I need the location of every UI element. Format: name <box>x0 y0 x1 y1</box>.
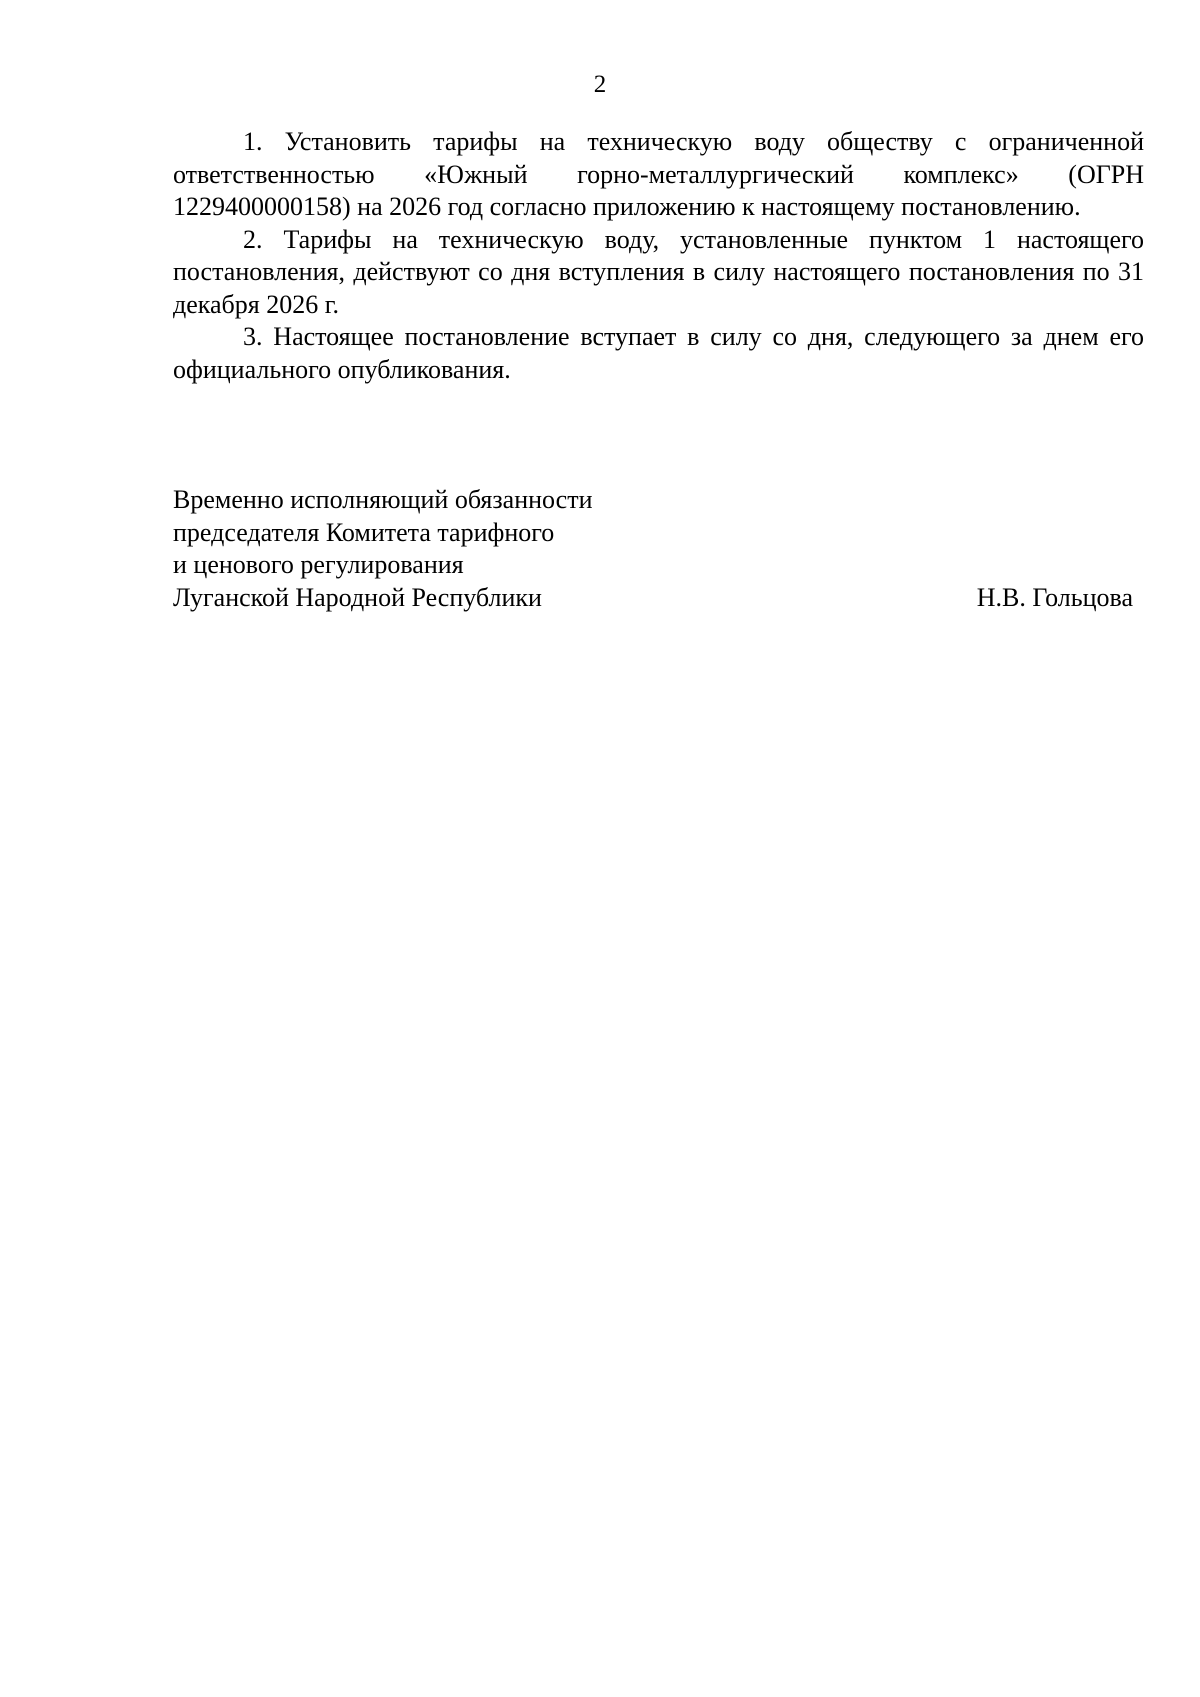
signature-block <box>173 484 1144 614</box>
paragraph-1: 1. Установить тарифы на техническую воду обществу с ограниченной ответственностью «Южный горно-металлургический комплекс» (ОГРН 1229400000158) на 2026 год согласно приложению к настоящему постановлению. <box>173 127 1144 221</box>
signatory-name: Н.В. Гольцова <box>976 582 1133 612</box>
page-number: 2 <box>593 71 607 98</box>
signatory-position-line: председателя Комитета тарифного <box>173 517 555 547</box>
signatory-position-line: и ценового регулирования <box>173 550 464 579</box>
signatory-position-line: Луганской Народной Республики <box>173 582 542 612</box>
signature-row <box>173 582 1144 615</box>
paragraph-3: 3. Настоящее постановление вступает в силу со дня, следующего за днем его официального опубликования. <box>173 322 1144 384</box>
paragraph-2: 2. Тарифы на техническую воду, установленные пунктом 1 настоящего постановления, действуют со дня вступления в силу настоящего постановления по 31 декабря 2026 г. <box>173 224 1144 319</box>
resolution-body <box>173 126 1144 386</box>
signatory-position-line: Временно исполняющий обязанности <box>173 485 593 514</box>
